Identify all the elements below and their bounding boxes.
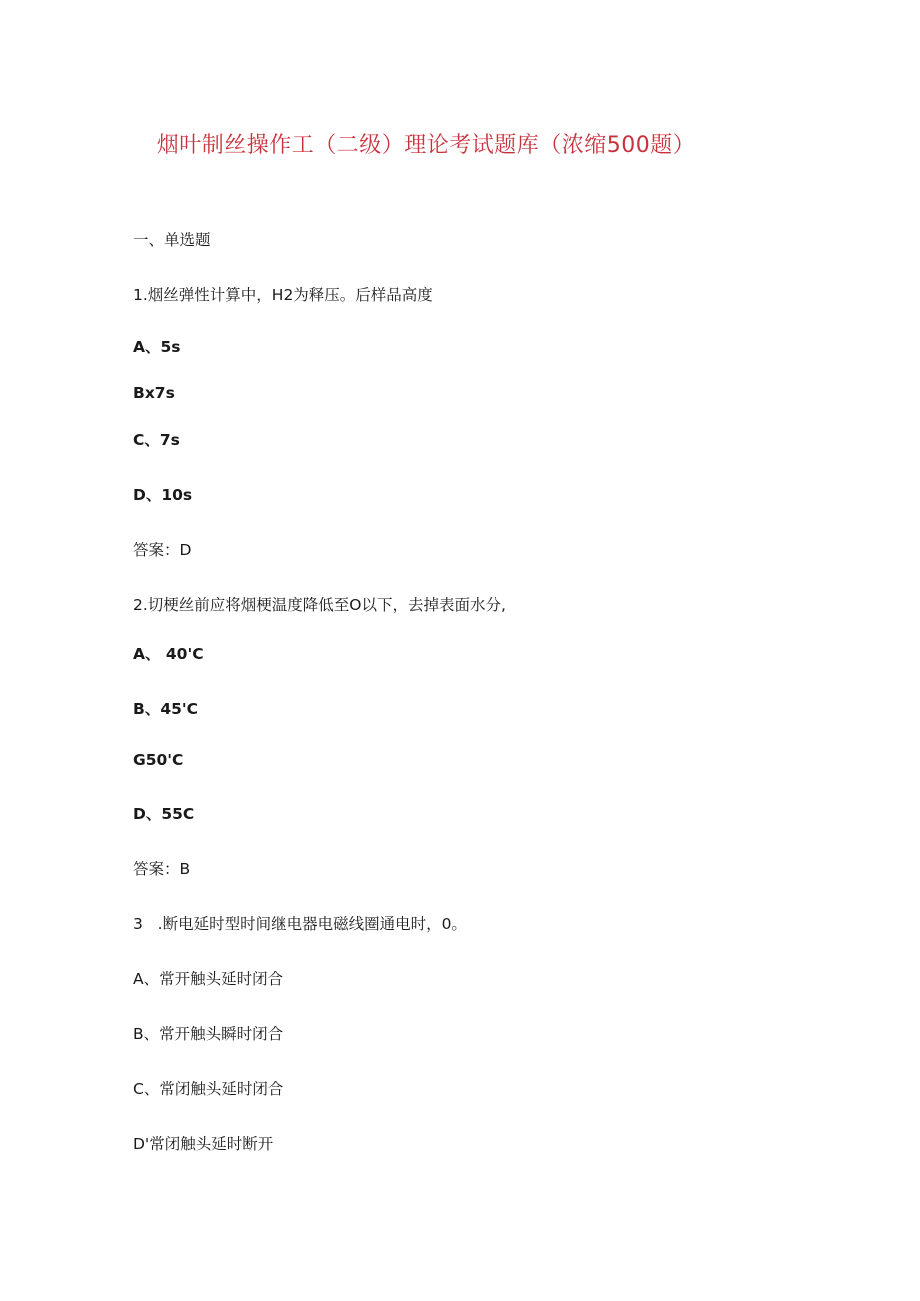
question-3-option-c: C、常闭触头延时闭合 [133, 1080, 284, 1098]
question-1-stem: 1.烟丝弹性计算中，H2为释压。后样品高度 [133, 286, 433, 304]
question-2-stem: 2.切梗丝前应将烟梗温度降低至O以下，去掉表面水分, [133, 596, 506, 614]
question-2-option-d: D、55C [133, 805, 195, 823]
section-heading: 一、单选题 [133, 231, 211, 249]
question-1-answer: 答案：D [133, 541, 192, 559]
question-2-option-c: G50'C [133, 751, 184, 769]
question-2-option-b: B、45'C [133, 700, 199, 718]
question-1-option-c: C、7s [133, 431, 180, 449]
question-3-option-d: D'常闭触头延时断开 [133, 1135, 274, 1153]
question-1-option-d: D、10s [133, 486, 193, 504]
question-2-answer: 答案：B [133, 860, 191, 878]
question-2-option-a: A、 40'C [133, 645, 204, 663]
question-3-option-a: A、常开触头延时闭合 [133, 970, 284, 988]
question-1-option-a: A、5s [133, 338, 181, 356]
question-1-option-b: Bx7s [133, 384, 175, 402]
question-3-stem: 3 .断电延时型时间继电器电磁线圈通电时，0。 [133, 915, 467, 933]
question-3-option-b: B、常开触头瞬时闭合 [133, 1025, 284, 1043]
document-title: 烟叶制丝操作工（二级）理论考试题库（浓缩500题） [156, 133, 696, 158]
